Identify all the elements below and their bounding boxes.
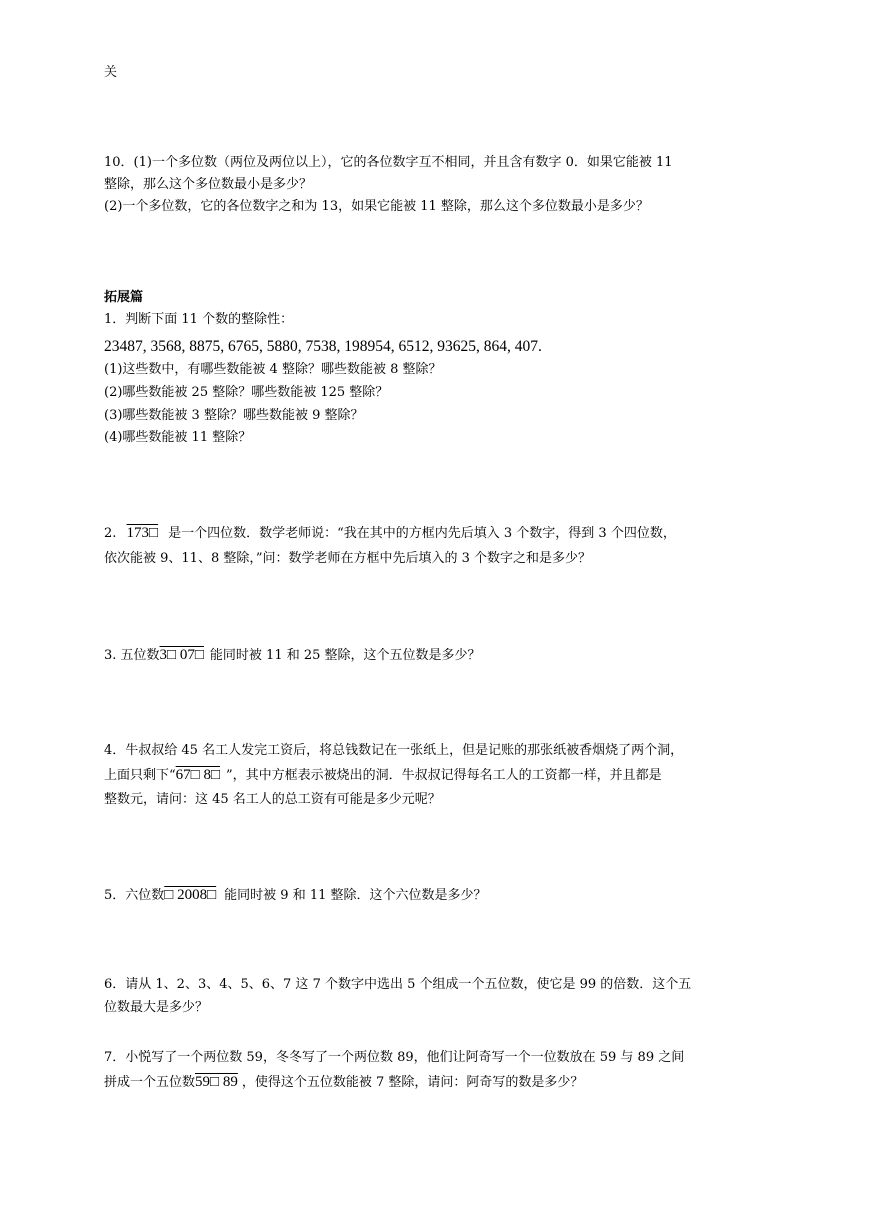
p5-prefix: 5．六位数	[104, 888, 165, 903]
section-title: 拓展篇	[104, 290, 144, 305]
q10-line1: 10．(1)一个多位数（两位及两位以上），它的各位数字互不相同，并且含有数字 0．如果它能被 11	[104, 155, 673, 170]
p2-line1	[104, 522, 676, 545]
p7-line2	[104, 1071, 583, 1094]
q10-line2: 整除，那么这个多位数最小是多少？	[104, 177, 313, 192]
p4-line2	[104, 764, 662, 787]
p5-overlined-number: □ 2008□	[164, 887, 217, 903]
p7-line2-prefix: 拼成一个五位数	[104, 1075, 196, 1090]
p4-line1: 4．牛叔叔给 45 名工人发完工资后，将总钱数记在一张纸上，但是记账的那张纸被香烟烧了两个洞，	[104, 743, 684, 758]
q10-line3: (2)一个多位数，它的各位数字之和为 13，如果它能被 11 整除，那么这个多位数最小是多少？	[104, 199, 649, 214]
p1-numbers: 23487, 3568, 8875, 6765, 5880, 7538, 198954, 6512, 93625, 864, 407.	[104, 338, 542, 355]
p5-rest: 能同时被 9 和 11 整除．这个六位数是多少？	[224, 888, 487, 903]
p1-sub3: (3)哪些数能被 3 整除？哪些数能被 9 整除？	[104, 408, 364, 423]
p3-prefix: 3. 五位数	[104, 648, 160, 663]
p6-line2: 位数最大是多少？	[104, 1000, 209, 1015]
p2-prefix: 2.	[104, 526, 117, 541]
p4-line2-rest: ”，其中方框表示被烧出的洞．牛叔叔记得每名工人的工资都一样，并且都是	[226, 768, 662, 783]
top-fragment-text: 关	[104, 65, 118, 80]
p7-overlined-number: 59□ 89	[195, 1074, 238, 1090]
p4-line3: 整数元，请问：这 45 名工人的总工资有可能是多少元呢？	[104, 792, 441, 807]
p4-line2-prefix: 上面只剩下“	[104, 768, 176, 783]
p4-overlined-number: 67□ 8□	[175, 767, 221, 783]
p3-line	[104, 644, 481, 667]
p5-line	[104, 884, 487, 907]
p1-sub1: (1)这些数中，有哪些数能被 4 整除？哪些数能被 8 整除？	[104, 362, 442, 377]
p1-sub4: (4)哪些数能被 11 整除？	[104, 430, 252, 445]
p2-overlined-number: 173□	[126, 525, 159, 541]
p6-line1: 6．请从 1、2、3、4、5、6、7 这 7 个数字中选出 5 个组成一个五位数，使它是 99 的倍数．这个五	[104, 977, 692, 992]
p7-line2-rest: ，使得这个五位数能被 7 整除，请问：阿奇写的数是多少？	[241, 1075, 584, 1090]
p1-line1: 1．判断下面 11 个数的整除性：	[104, 312, 294, 327]
p7-line1: 7．小悦写了一个两位数 59，冬冬写了一个两位数 89，他们让阿奇写一个一位数放在 59 与 89 之间	[104, 1050, 685, 1065]
p2-line2: 依次能被 9、11、8 整除，”问：数学老师在方框中先后填入的 3 个数字之和是多少？	[104, 551, 592, 566]
p3-overlined-number: 3□ 07□	[159, 647, 204, 663]
p3-rest: 能同时被 11 和 25 整除，这个五位数是多少？	[209, 648, 481, 663]
p2-line1-rest: 是一个四位数．数学老师说：“我在其中的方框内先后填入 3 个数字，得到 3 个四位数，	[168, 526, 676, 541]
p1-sub2: (2)哪些数能被 25 整除？哪些数能被 125 整除？	[104, 385, 389, 400]
